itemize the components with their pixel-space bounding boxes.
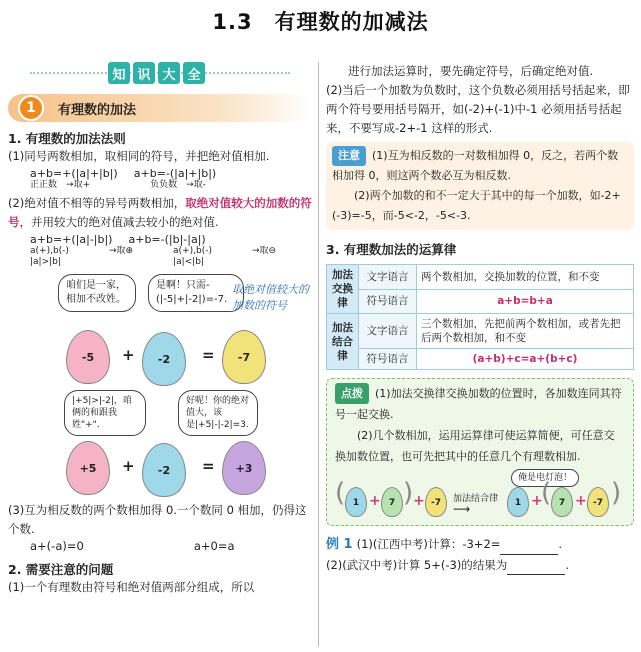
handwritten-note: 取绝对值较大的加数的符号 (232, 283, 309, 312)
egg-character: +3 (222, 441, 266, 495)
page-title: 1.3 有理数的加减法 (212, 10, 429, 34)
rule1-text: (1)同号两数相加，取相同的符号，并把绝对值相加. (8, 149, 270, 163)
paren: ) (403, 478, 414, 508)
table-cell: 两个数相加，交换加数的位置，和不变 (417, 265, 634, 290)
note: a(+),b(-) |a|>|b| (30, 246, 69, 267)
tip-tag: 点拨 (335, 383, 369, 404)
note: →取⊖ (251, 246, 277, 256)
table-cell: 符号语言 (359, 289, 417, 314)
egg-character: 1 (507, 487, 529, 517)
highlight: 取绝对值较大的加数的符号 (8, 196, 312, 229)
rule3-text: (3)互为相反数的两个数相加得 0.一个数同 0 相加，仍得这个数. (8, 503, 307, 536)
speech-bubble: 是啊！只需-(|-5|+|-2|)=-7. (148, 274, 244, 312)
rule2-formulas (30, 233, 312, 246)
attention-text: (2)两个加数的和不一定大于其中的每一个加数，如-2+(-3)=-5，而-5<-2，-5<-3. (332, 189, 621, 222)
plus-sign: + (369, 493, 381, 509)
kb-char: 识 (133, 62, 155, 84)
egg-character: +5 (66, 441, 110, 495)
kb-char: 知 (108, 62, 130, 84)
answer-blank[interactable] (507, 563, 565, 575)
note: 负负数 →取- (150, 180, 206, 190)
paren: ( (335, 478, 346, 508)
speech-bubble: 俺是电灯泡！ (511, 469, 579, 487)
tip-text: (2)几个数相加，运用运算律可使运算简便，可任意交换加数位置，也可先把其中的任意几个有理数相加. (335, 429, 615, 463)
cartoon-illustration-2 (8, 437, 312, 501)
egg-character: 1 (345, 487, 367, 517)
right-column (326, 62, 634, 575)
heading-laws: 3. 有理数加法的运算律 (326, 242, 457, 257)
table-cell: 加法结合律 (327, 314, 359, 370)
rule3-formulas (30, 539, 312, 553)
rule2-notes (30, 246, 312, 268)
example-1: 例 1 (1)(江西中考)计算：-3+2= . (2)(武汉中考)计算 5+(-3)的结果为 . (326, 534, 634, 575)
section-title: 有理数的加法 (58, 102, 137, 118)
note: 正正数 →取+ (30, 180, 91, 190)
attention-tag: 注意 (332, 146, 366, 166)
knowledge-header (8, 60, 312, 88)
kb-char: 全 (183, 62, 205, 84)
table-cell: 文字语言 (359, 314, 417, 349)
table-row (327, 314, 634, 349)
paren: ( (541, 478, 552, 508)
egg-character: -7 (425, 487, 447, 517)
plus-sign: + (531, 493, 543, 509)
example-text: (2)(武汉中考)计算 5+(-3)的结果为 (326, 558, 508, 572)
attention-text: (1)互为相反数的一对数相加得 0，反之，若两个数相加得 0，则这两个数必互为相反数. (332, 149, 619, 182)
rule2-text: (2)绝对值不相等的异号两数相加，取绝对值较大的加数的符号，并用较大的绝对值减去较小的绝对值. (8, 196, 312, 229)
table-row (327, 265, 634, 290)
egg-character: -7 (222, 330, 266, 384)
note1-text: (1)一个有理数由符号和绝对值两部分组成，所以 (8, 580, 255, 594)
formula: a+b=-(|a|+|b|) (133, 167, 217, 180)
table-cell: (a+b)+c=a+(b+c) (417, 349, 634, 370)
arrow-icon: ⟶ (453, 502, 471, 516)
attention-box (326, 142, 634, 230)
equals-sign: = (202, 457, 215, 475)
example-text: (1)(江西中考)计算：-3+2= (356, 537, 501, 551)
section-banner (8, 94, 312, 122)
column-divider (318, 62, 319, 647)
mini-egg-illustration (335, 469, 625, 521)
note: a(+),b(-) |a|<|b| (173, 246, 212, 267)
heading-notes: 2. 需要注意的问题 (8, 562, 114, 577)
equals-sign: = (202, 346, 215, 364)
speech-bubble: |+5|>|-2|，咱俩的和跟我姓"+". (64, 390, 146, 436)
speech-bubble: 咱们是一家，相加不改姓。 (58, 274, 136, 312)
cont-text-2: (2)当后一个加数为负数时，这个负数必须用括号括起来，即两个符号要用括号隔开，如(-2)+(-1)中-1 必须用括号括起来，不要写成-2+-1 这样的形式. (326, 83, 630, 135)
table-cell: 加法交换律 (327, 265, 359, 314)
formula: a+b=+(|a|+|b|) (30, 167, 118, 180)
example-label: 例 1 (326, 537, 353, 552)
plus-sign: + (413, 493, 425, 509)
table-row (327, 289, 634, 314)
tip-text: (1)加法交换律交换加数的位置时，各加数连同其符号一起交换. (335, 387, 622, 421)
plus-sign: + (122, 457, 135, 475)
table-cell: a+b=b+a (417, 289, 634, 314)
heading-addition-rule: 1. 有理数的加法法则 (8, 131, 126, 146)
formula: a+(-a)=0 (30, 539, 84, 553)
table-cell: 符号语言 (359, 349, 417, 370)
plus-sign: + (575, 493, 587, 509)
cont-text: 进行加法运算时，要先确定符号，后确定绝对值. (348, 64, 594, 78)
egg-character: -2 (142, 332, 186, 386)
rule1-formulas (30, 167, 312, 180)
plus-sign: + (122, 346, 135, 364)
table-cell: 三个数相加，先把前两个数相加，或者先把后两个数相加，和不变 (417, 314, 634, 349)
egg-character: -2 (142, 443, 186, 497)
egg-character: 7 (381, 487, 403, 517)
note: →取⊕ (108, 246, 134, 256)
arrow-label: 加法结合律 (453, 494, 499, 504)
egg-character: 7 (551, 487, 573, 517)
answer-blank[interactable] (500, 543, 558, 555)
kb-char: 大 (158, 62, 180, 84)
tip-box (326, 378, 634, 526)
left-column (8, 60, 312, 597)
rule1-notes (30, 180, 312, 191)
law-table (326, 264, 634, 370)
section-number: 1 (18, 95, 44, 121)
table-cell: 文字语言 (359, 265, 417, 290)
table-row (327, 349, 634, 370)
egg-character: -5 (66, 330, 110, 384)
formula: a+0=a (193, 539, 235, 553)
paren: ) (611, 478, 622, 508)
knowledge-badge (108, 62, 205, 84)
speech-bubble: 好呢！你的绝对值大，该是|+5|-|-2|=3. (178, 390, 258, 436)
formula: a+b=+(|a|-|b|) (30, 233, 113, 246)
formula: a+b=-(|b|-|a|) (128, 233, 206, 246)
egg-character: -7 (587, 487, 609, 517)
